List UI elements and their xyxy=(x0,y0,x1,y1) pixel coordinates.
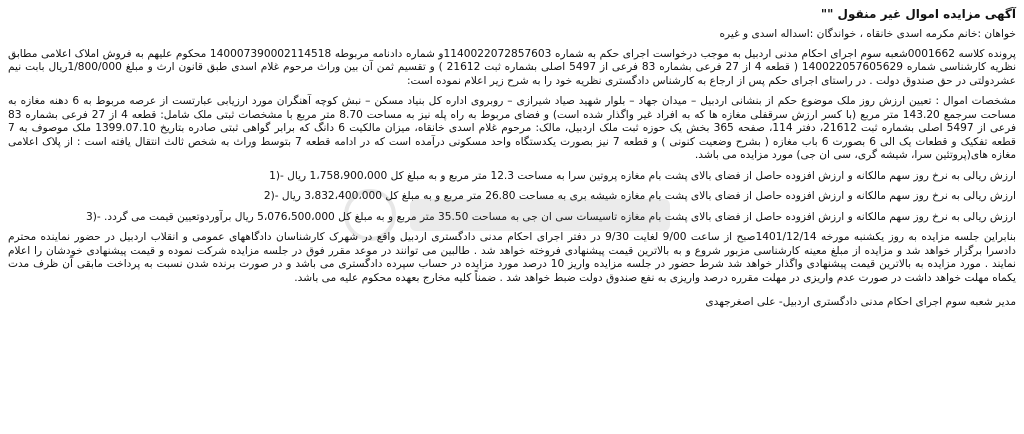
signature: مدیر شعبه سوم اجرای احکام مدنی دادگستری اردبیل- علی اصغرجهدی xyxy=(705,296,1016,308)
notice-parties: خواهان :خانم مکرمه اسدی خانقاه ، خواندگان :اسداله اسدی و غیره xyxy=(719,28,1016,40)
auction-conditions: بنابراین جلسه مزایده به روز یکشنبه مورخه 1401/12/14صبح از ساعت 9/00 لغایت 9/30 در دفتر اجرای احکام مدنی دادگستری اردبیل واقع در شهرک کارشناسان دادگاههای عمومی و انقلاب اردبیل در حضور نماینده محترم دادسرا برگزار خواهد شد و مزایده از مبلغ معینه کارشناسی مزبور شروع و به بالاترین قیمت پیشنهادی فروخته خواهد شد . طالبین می توانند در موعد مقرر فوق در جلسه مزایده شرکت نموده و قیمت پیشنهادی خودشان را اعلام نمایند . مورد مزایده به بالاترین قیمت پیشنهادی واگذار خواهد شد شرط حضور در جلسه مزایده واریز 10 درصد مورد مزایده در حساب سپرده دادگستری می باشد و در صورت برنده شدن نسبت به پرداخت مابقی آن ظرف مدت یکماه مهلت خواهد داشت در صورت عدم واریزی در مهلت مقرره درصد واریزی به نفع صندوق دولت ضبط خواهد شد . ضمناً کلیه مخارج بعهده محکوم علیه می باشد. xyxy=(8,231,1016,284)
valuation-item-2: ارزش ریالی به نرخ روز سهم مالکانه و ارزش افزوده حاصل از فضای بالای پشت بام مغازه شیشه بری به مساحت 26.80 متر مربع و به مبلغ کل 3،832،400،000 ریال -(2 xyxy=(263,190,1016,202)
valuation-item-1: ارزش ریالی به نرخ روز سهم مالکانه و ارزش افزوده حاصل از فضای بالای پشت بام مغازه پروتین سرا به مساحت 12.3 متر مربع و به مبلغ کل 1،758،900،000 ریال -(1 xyxy=(269,169,1016,182)
valuation-item-3: ارزش ریالی به نرخ روز سهم مالکانه و ارزش افزوده حاصل از فضای بالای پشت بام مغازه تاسیسات سی ان جی به مساحت 35.50 متر مربع و به مبلغ کل 5،076،500،000 ریال برآوردوتعیین قیمت می گردد. -(3 xyxy=(85,210,1016,223)
property-specs: مشخصات اموال : تعیین ارزش روز ملک موضوع حکم از بنشانی اردبیل – میدان جهاد – بلوار شهید صیاد شیرازی – روبروی اداره کل بنیاد مسکن – نبش کوچه آهنگران مورد ارزیابی عبارتست از عرصه مربوط به 6 دهنه مغازه به مساحت سرجمع 143.20 متر مربع (با کسر ارزش سرقفلی مغازه ها که به افراد غیر واگذار شده است) و فضای مربوط به راه پله نیز به مساحت 8.70 متر مربع با مشخصات ثبتی ملک شامل: قطعه 4 از 27 فرعی بشماره 83 فرعی از 5497 اصلی بشماره ثبت 21612، دفتر 114، صفحه 365 بخش یک حوزه ثبت ملک اردبیل، مالک: مرحوم غلام اسدی خانقاه، میزان مالکیت 6 دانگ که برابر گواهی ثبتی صادره بتاریخ 1399.07.10 ملک موصوف به 7 قطعه تفکیک و قطعات یک الی 6 بصورت 6 باب مغازه ( بشرح وضعیت کنونی ) و قطعه 7 نیز بصورت یکدستگاه واحد مسکونی درآمده است که در ادامه قطعه 7 بتوسط وراث به شخص ثالث انتقال یافته است : از پلاک اعلامی مغازه های(پروتئین سرا، شیشه گری، سی ان جی) مورد مزایده می باشد. xyxy=(8,95,1017,161)
notice-title: آگهی مزایده اموال غیر منقول "" xyxy=(820,7,1016,21)
notice-intro: پرونده کلاسه 0001662شعبه سوم اجرای احکام مدنی اردبیل به موجب درخواست اجرای حکم به شماره 140022072857603‏1و شماره دادنامه مربوطه 140007390002114518 محکوم علیهم به فروش املاک اعلامی مطابق نظریه کارشناسی شماره 140022057605629 ( قطعه 4 از 27 فرعی بشماره 83 فرعی از 5497 اصلی بشماره ثبت 21612 ) و تقسیم ثمن آن بین وراث مرحوم غلام اسدی طبق قانون ارث و مبلغ 1/800/000ریال بابت نیم عشردولتی در حق صندوق دولت . در راستای اجرای حکم پس از ارجاع به کارشناس دادگستری نظریه خود را به شرح زیر اعلام نموده است: xyxy=(8,47,1017,87)
